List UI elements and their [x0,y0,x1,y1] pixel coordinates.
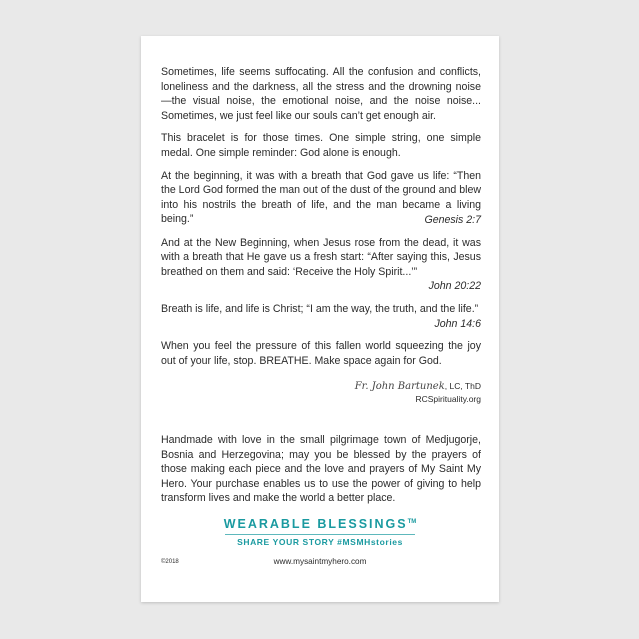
signature-credentials: LC, ThD [449,381,481,391]
closing-paragraph: Handmade with love in the small pilgrimage town of Medjugorje, Bosnia and Herzegovina; may you be blessed by the prayers of those making each piece and the love and prayers of My Saint My Hero. Your purchase enables us to use the power of giving to help transform lives and make the world a better place. [161,434,481,505]
card-body [161,65,481,376]
paragraph-breathe: When you feel the pressure of this fallen world squeezing the joy out of your life, stop. BREATHE. Make space again for God. [161,340,481,367]
brand-block [141,517,499,547]
reference-john-20: John 20:22 [428,280,481,293]
paragraph-suffocating: Sometimes, life seems suffocating. All the confusion and conflicts, loneliness and the darkness, all the stress and the drowning noise —the visual noise, the emotional noise, and the noise noise... Sometimes, we just feel like our souls can’t get enough air. [161,66,481,122]
paragraph-beginning: At the beginning, it was with a breath that God gave us life: “Then the Lord God formed the man out of the dust of the ground and blew into his nostrils the breath of life, and the man became a living being.” [161,169,481,226]
brand-tagline: SHARE YOUR STORY #MSMHstories [237,537,403,547]
paragraph-bracelet: This bracelet is for those times. One simple string, one simple medal. One simple reminder: God alone is enough. [161,132,481,159]
signature-block: Fr. John Bartunek, LC, ThD RCSpirituality.org [354,381,481,404]
brand-name: WEARABLE BLESSINGS™ [223,517,417,531]
reference-genesis: Genesis 2:7 [424,213,481,226]
paragraph-new-beginning: And at the New Beginning, when Jesus rose from the dead, it was with a breath that He gave us a fresh start: “After saying this, Jesus breathed on them and said: ‘Receive the Holy Spirit...’” [161,236,481,278]
footer-url: www.mysaintmyhero.com [273,557,367,566]
signature-name: Fr. John Bartunek [354,381,445,392]
trademark: TM [407,518,417,525]
brand-divider [225,534,415,535]
paragraph-breath-is-life: Breath is life, and life is Christ; “I am the way, the truth, and the life.” [161,302,479,315]
copyright: ©2018 [161,559,179,565]
reference-john-14: John 14:6 [434,317,481,330]
card [141,36,499,602]
signature-site: RCSpirituality.org [415,394,481,404]
